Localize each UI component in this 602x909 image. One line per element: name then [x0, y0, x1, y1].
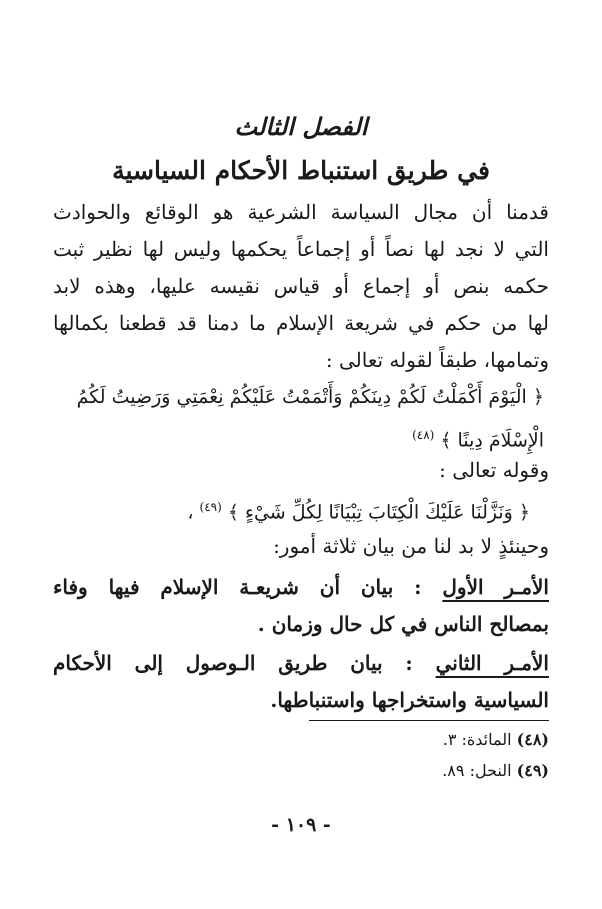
item-one-line — [53, 571, 549, 603]
chapter-title: في طريق استنباط الأحكام السياسية — [112, 156, 490, 185]
quran-verse-text: ﴿ وَنَزَّلْنَا عَلَيْكَ الْكِتَابَ تِبْيَانًا لِكُلِّ شَيْءٍ ﴾ — [227, 501, 530, 524]
quran-verse-text: الْإِسْلَامَ دِينًا ﴾ — [440, 429, 544, 452]
footnote — [442, 759, 549, 783]
item-two-line: السياسية واستخراجها واستنباطها. — [270, 688, 549, 712]
item-two-label: الأمـر الثاني — [435, 651, 549, 675]
quran-verse-line: ﴿ الْيَوْمَ أَكْمَلْتُ لَكُمْ دِينَكُمْ وَأَتْمَمْتُ عَلَيْكُمْ نِعْمَتِي وَرَضِيتُ لَكُمُ — [76, 386, 544, 408]
page-number: - ١٠٩ - — [271, 814, 331, 836]
footnote-number: (٤٩) — [516, 761, 549, 780]
paragraph-line: لها من حكم في شريعة الإسلام ما دمنا قد قطعنا بكمالها — [53, 311, 549, 335]
paragraph-line: قدمنا أن مجال السياسة الشرعية هو الوقائع والحوادث — [53, 200, 549, 224]
paragraph-line: وتمامها، طبقاً لقوله تعالى : — [325, 348, 549, 372]
footnote — [443, 728, 549, 752]
paragraph-line: حكمه بنص أو إجماع أو قياس نقيسه عليها، وهذه لابد — [53, 274, 549, 298]
quran-verse-line — [187, 492, 530, 527]
footnote-number: (٤٨) — [516, 730, 549, 749]
chapter-heading: الفصل الثالث — [234, 112, 368, 141]
footnote-text: النحل: ٨٩. — [442, 761, 512, 780]
footnote-divider — [309, 720, 549, 721]
item-one-label: الأمـر الأول — [442, 575, 549, 599]
items-intro: وحينئذٍ لا بد لنا من بيان ثلاثة أمور: — [273, 534, 549, 558]
quran-verse-line — [412, 420, 544, 455]
footnote-ref: (٤٨) — [412, 428, 435, 442]
footnote-text: المائدة: ٣. — [442, 730, 512, 749]
footnote-ref: (٤٩) — [199, 500, 222, 514]
paragraph-line: التي لا نجد لها نصاً أو إجماعاً يحكمها وليس لها نظير ثبت — [53, 237, 549, 261]
connector-line: وقوله تعالى : — [439, 458, 549, 482]
punctuation: ، — [187, 501, 194, 524]
item-one-line: بمصالح الناس في كل حال وزمان . — [257, 612, 549, 636]
item-one-text: : بيان أن شريعـة الإسلام فيها وفاء — [53, 575, 443, 599]
item-two-line — [53, 647, 549, 679]
item-two-text: : بيان طريق الـوصول إلى الأحكام — [53, 651, 436, 675]
